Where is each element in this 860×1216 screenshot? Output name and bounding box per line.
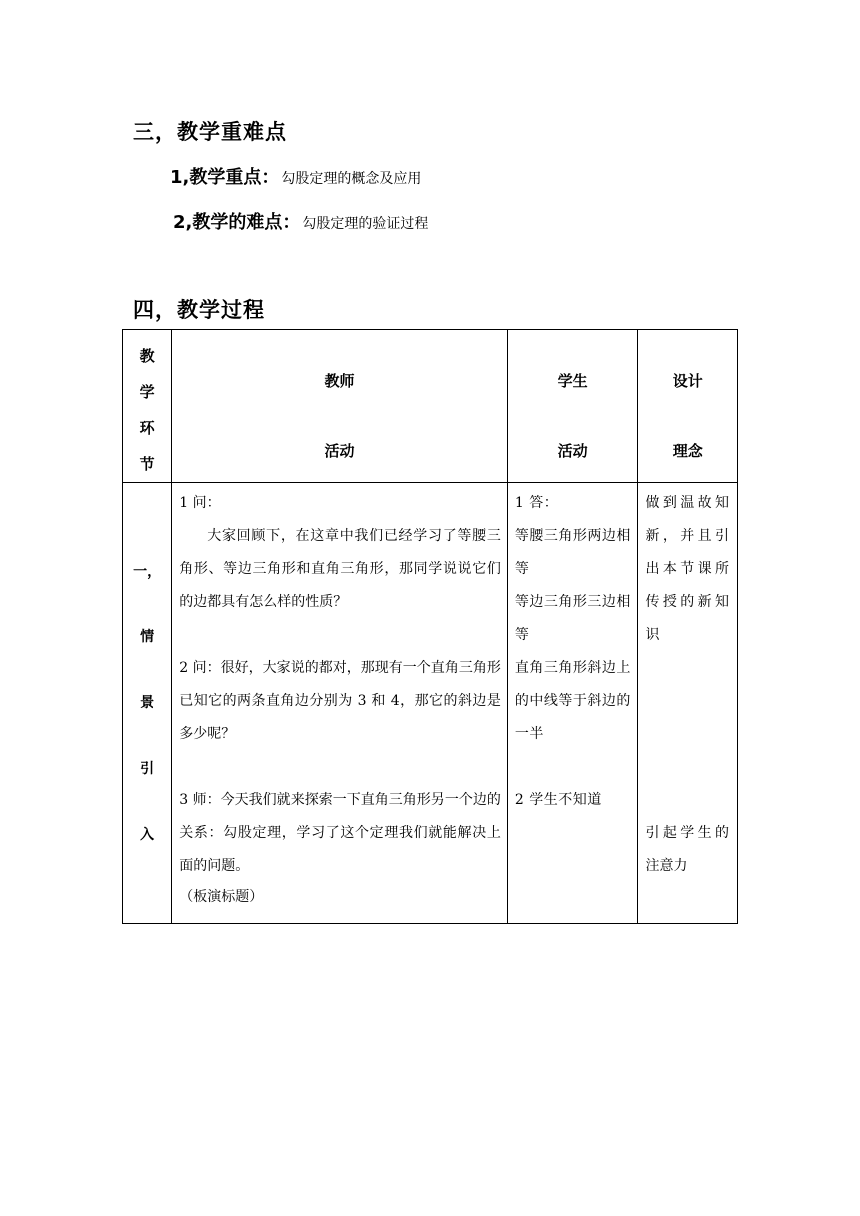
teacher-line: 3 师：今天我们就来探索一下直角三角形另一个边的关系：勾股定理，学习了这个定理我们就能解决上面的问题。 [179, 792, 501, 874]
header-teacher-bottom: 活动 [324, 442, 355, 460]
design-cell [638, 483, 738, 924]
table-header-row [123, 330, 738, 483]
stage-char: 一， [133, 564, 162, 580]
key-point [170, 163, 421, 189]
student-line: 1 答： [514, 495, 559, 511]
student-line: 等边三角形三边相等 [514, 594, 631, 643]
difficult-point-label: 2,教学的难点： [173, 212, 301, 233]
header-stage-char: 环 [139, 419, 155, 437]
student-line: 等腰三角形两边相等 [514, 528, 631, 577]
key-point-desc: 勾股定理的概念及应用 [281, 171, 422, 187]
stage-char: 引 [140, 761, 155, 777]
student-line: 2 学生不知道 [514, 792, 602, 808]
header-design-top: 设计 [672, 372, 703, 390]
difficult-point-desc: 勾股定理的验证过程 [302, 216, 429, 232]
student-cell [507, 483, 638, 924]
teacher-line: 2 问：很好，大家说的都对，那现有一个直角三角形已知它的两条直角边分别为 3 和 4，那它的斜边是多少呢？ [179, 660, 501, 742]
section-3-title: 三，教学重难点 [133, 120, 287, 144]
difficult-point [173, 208, 428, 234]
header-design [638, 330, 738, 483]
teacher-line: 1 问： [179, 495, 221, 511]
key-point-label: 1,教学重点： [170, 167, 280, 188]
design-line: 引起学生的注意力 [645, 825, 729, 874]
header-student-bottom: 活动 [557, 442, 588, 460]
table-row [123, 483, 738, 924]
header-teacher [172, 330, 508, 483]
header-stage [123, 330, 172, 483]
design-line: 做到温故知新，并且引出本节课所传授的新知识 [645, 495, 729, 643]
header-stage-char: 教 [139, 347, 155, 365]
stage-char: 情 [140, 629, 155, 645]
teaching-process-table [122, 329, 738, 924]
teacher-line: 大家回顾下，在这章中我们已经学习了等腰三角形、等边三角形和直角三角形，那同学说说它们的边都具有怎么样的性质？ [179, 528, 501, 610]
header-student-top: 学生 [557, 372, 588, 390]
header-stage-char: 学 [139, 383, 155, 401]
header-student [507, 330, 638, 483]
student-line: 直角三角形斜边上的中线等于斜边的一半 [514, 660, 631, 742]
stage-cell [123, 483, 172, 924]
header-design-bottom: 理念 [672, 442, 703, 460]
section-4-title: 四，教学过程 [133, 298, 265, 322]
teacher-line: （板演标题） [179, 889, 264, 905]
stage-char: 景 [140, 695, 155, 711]
header-teacher-top: 教师 [324, 372, 355, 390]
header-stage-char: 节 [139, 455, 155, 473]
teacher-cell [172, 483, 508, 924]
stage-char: 入 [140, 827, 155, 843]
